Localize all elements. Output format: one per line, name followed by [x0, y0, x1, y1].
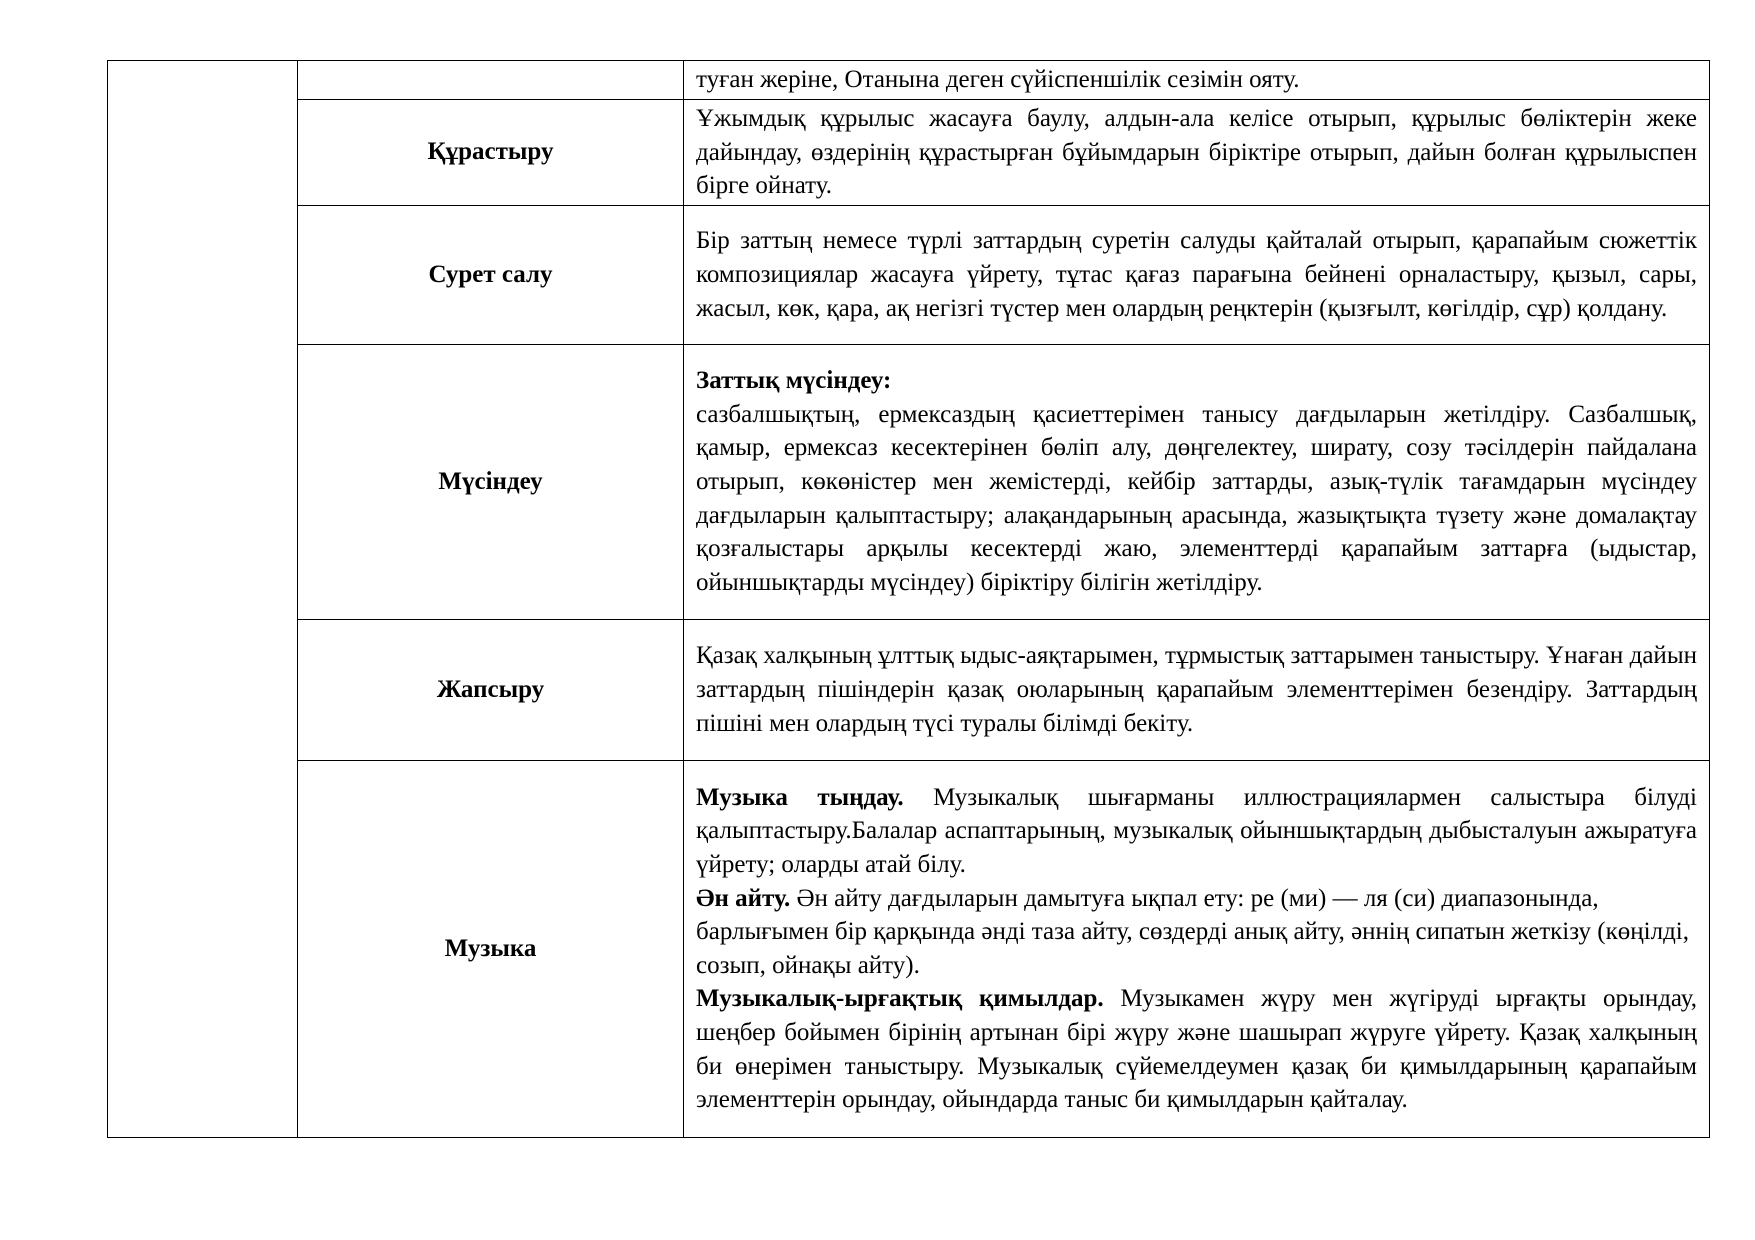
table-row-modeling — [108, 344, 1710, 619]
row-label: Сурет салу — [298, 205, 684, 344]
table-row-continued — [108, 61, 1710, 100]
row-content — [684, 100, 1710, 206]
singing-paragraph — [696, 882, 1697, 983]
paragraph-text: Ән айту дағдыларын дамытуға ықпал ету: ре (ми) — ля (си) диапазонында, барлығымен бір қарқында әнді таза айту, сөздерді анық айту, әннің сипатын жеткізу (көңілді, созып, ойнақы айту). — [696, 884, 1689, 979]
row-content — [684, 619, 1710, 760]
row-label: Жапсыру — [298, 619, 684, 760]
row-label — [298, 61, 684, 100]
row-text: Бір заттың немесе түрлі заттардың суретін салуды қайталай отырып, қарапайым сюжеттік композициялар жасауға үйрету, тұтас қағаз парағына бейнені орналастыру, қызыл, сары, жасыл, көк, қара, ақ негізгі түстер мен олардың реңктерін (қызғылт, көгілдір, сұр) қолдану. — [696, 227, 1697, 322]
rhythmic-movements-paragraph — [696, 982, 1697, 1116]
row-label: Музыка — [298, 760, 684, 1137]
table-row-drawing — [108, 205, 1710, 344]
table-row-music — [108, 760, 1710, 1137]
row-content — [684, 61, 1710, 100]
paragraph-heading: Музыка тыңдау. — [696, 783, 904, 811]
row-text: сазбалшықтың, ермексаздың қасиеттерімен танысу дағдыларын жетілдіру. Сазбалшық, қамыр, ермексаз кесектерінен бөліп алу, дөңгелектеу, ширату, созу тәсілдерін пайдалана отырып, көкөністер мен жемістерді, кейбір заттарды, азық-түлік тағамдарын мүсіндеу дағдыларын қалыптастыру; алақандарының арасында, жазықтықта түзету және домалақтау қозғалыстары арқылы кесектерді жаю, элементтерді қарапайым заттарға (ыдыстар, ойыншықтарды мүсіндеу) біріктіру білігін жетілдіру. — [696, 400, 1697, 596]
row-label: Құрастыру — [298, 100, 684, 206]
table-row-construction — [108, 100, 1710, 206]
paragraph-heading: Музыкалық-ырғақтық қимылдар. — [696, 985, 1104, 1013]
row-text: туған жеріне, Отанына деген сүйіспеншілік сезімін ояту. — [696, 66, 1300, 94]
row-label: Мүсіндеу — [298, 344, 684, 619]
curriculum-table — [107, 60, 1710, 1138]
row-heading: Заттық мүсіндеу: — [696, 367, 892, 395]
paragraph-text: Музыкалық шығарманы иллюстрациялармен салыстыра білуді қалыптастыру.Балалар аспаптарының, музыкалық ойыншықтардың дыбысталуын ажыратуға үйрету; оларды атай білу. — [696, 783, 1698, 878]
music-listening-paragraph — [696, 781, 1697, 882]
empty-first-column-cell — [108, 61, 298, 1138]
row-text: Қазақ халқының ұлттық ыдыс-аяқтарымен, тұрмыстық заттарымен таныстыру. Ұнаған дайын заттардың пішіндерін қазақ оюларының қарапайым элементтерімен безендіру. Заттардың пішіні мен олардың түсі туралы білімді бекіту. — [696, 642, 1697, 737]
row-content — [684, 760, 1710, 1137]
row-content — [684, 344, 1710, 619]
row-text: Ұжымдық құрылыс жасауға баулу, алдын-ала келісе отырып, құрылыс бөліктерін жеке дайындау, өздерінің құрастырған бұйымдарын біріктіре отырып, дайын болған құрылыспен бірге ойнату. — [696, 105, 1697, 200]
row-content — [684, 205, 1710, 344]
paragraph-heading: Ән айту. — [696, 884, 791, 912]
table-row-applique — [108, 619, 1710, 760]
paragraph-text: Музыкамен жүру мен жүгіруді ырғақты орындау, шеңбер бойымен бірінің артынан бірі жүру және шашырап жүруге үйрету. Қазақ халқының би өнерімен таныстыру. Музыкалық сүйемелдеумен қазақ би қимылдарының қарапайым элементтерін орындау, ойындарда таныс би қимылдарын қайталау. — [696, 985, 1698, 1114]
